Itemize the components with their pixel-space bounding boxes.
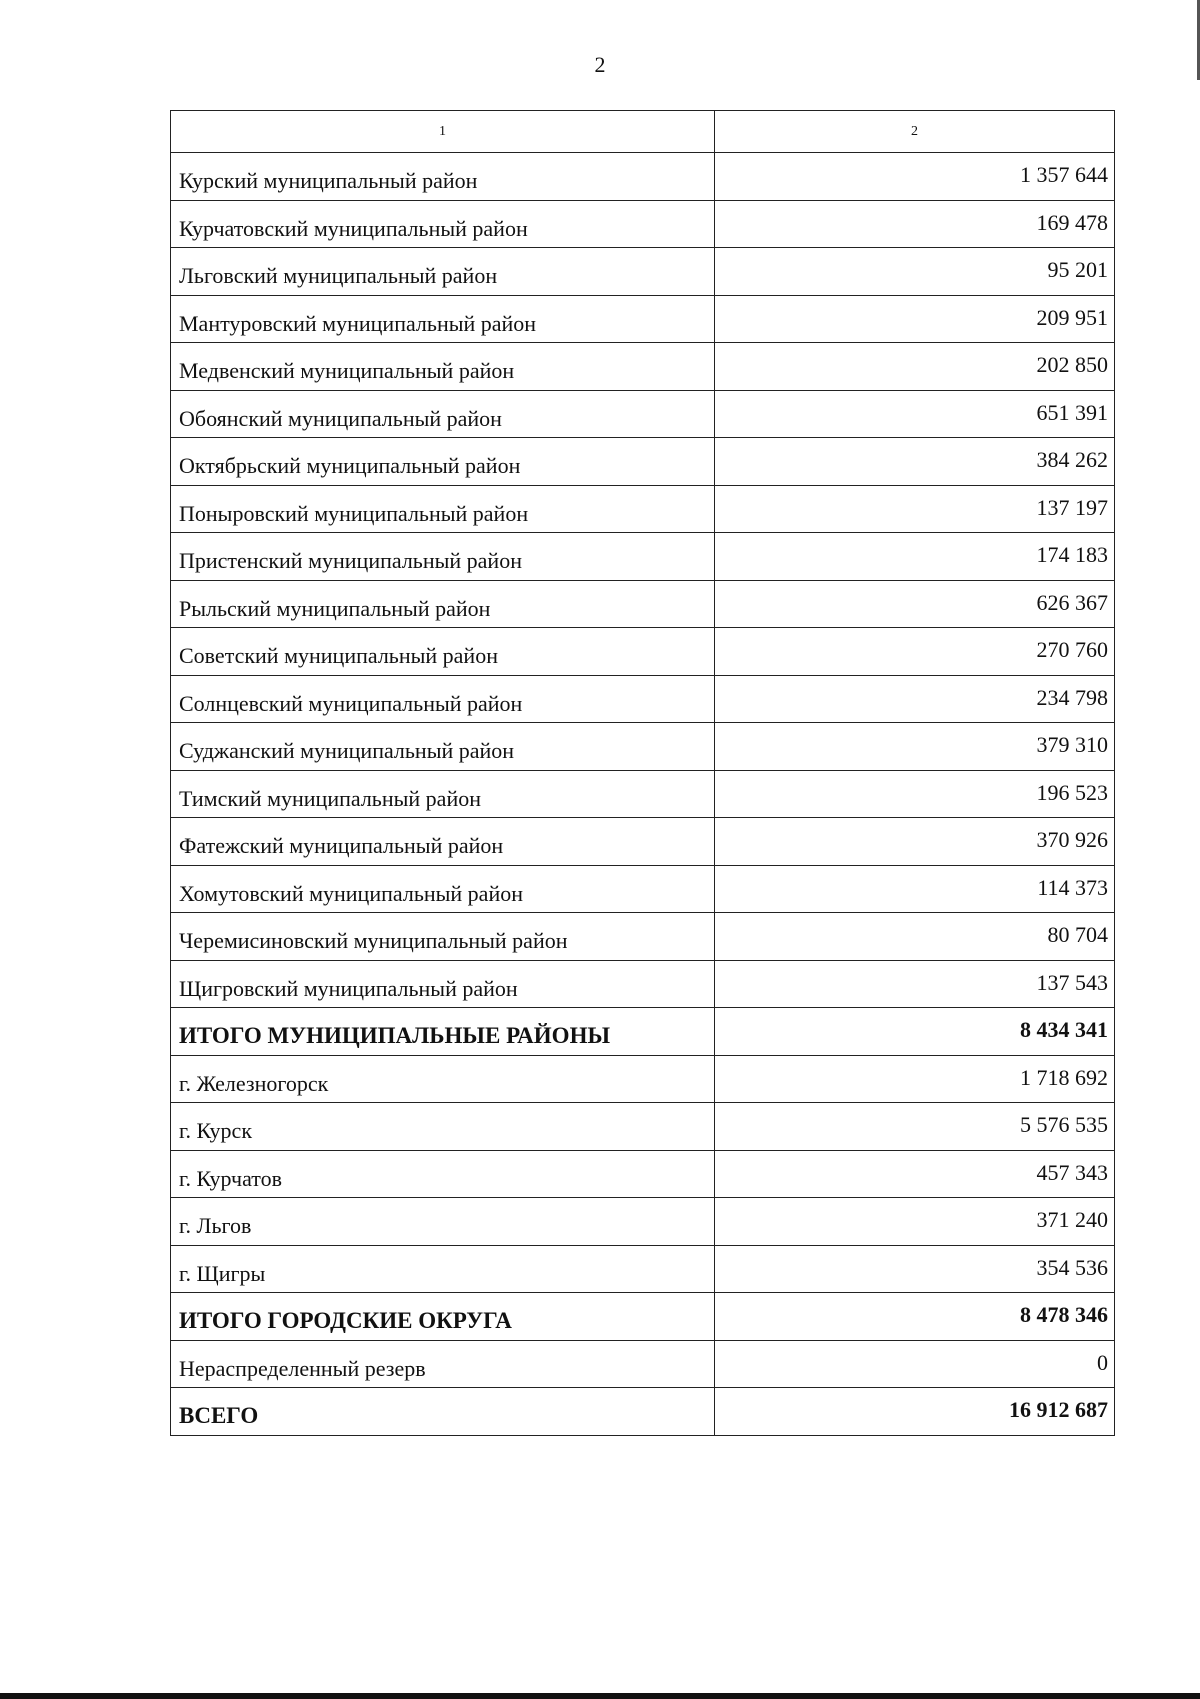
row-value-cell: 5 576 535 [715,1103,1115,1151]
row-name-cell: Солнцевский муниципальный район [171,675,715,723]
table-row [171,628,1115,676]
row-name-cell: Черемисиновский муниципальный район [171,913,715,961]
table-header-row [171,111,1115,153]
table-row [171,580,1115,628]
row-value-cell: 8 478 346 [715,1293,1115,1341]
row-value-cell: 80 704 [715,913,1115,961]
row-name-cell: Курчатовский муниципальный район [171,200,715,248]
allocation-table [170,110,1115,1436]
row-name-cell: Мантуровский муниципальный район [171,295,715,343]
row-name-cell: г. Курск [171,1103,715,1151]
row-value-cell: 169 478 [715,200,1115,248]
row-name-cell: Медвенский муниципальный район [171,343,715,391]
table-row [171,770,1115,818]
row-name-cell: ИТОГО МУНИЦИПАЛЬНЫЕ РАЙОНЫ [171,1008,715,1056]
table-row [171,153,1115,201]
row-name-cell: г. Щигры [171,1245,715,1293]
row-name-cell: Льговский муниципальный район [171,248,715,296]
header-cell-2: 2 [715,111,1115,153]
row-value-cell: 457 343 [715,1150,1115,1198]
row-value-cell: 270 760 [715,628,1115,676]
row-value-cell: 370 926 [715,818,1115,866]
row-value-cell: 384 262 [715,438,1115,486]
table-body [171,111,1115,1436]
table-row [171,1198,1115,1246]
scan-bottom-border [0,1693,1200,1699]
row-value-cell: 137 543 [715,960,1115,1008]
page-number: 2 [594,52,606,77]
row-name-cell: Поныровский муниципальный район [171,485,715,533]
row-value-cell: 234 798 [715,675,1115,723]
table-row [171,675,1115,723]
row-name-cell: Хомутовский муниципальный район [171,865,715,913]
table-row [171,1245,1115,1293]
table-row [171,485,1115,533]
row-value-cell: 114 373 [715,865,1115,913]
row-name-cell: Тимский муниципальный район [171,770,715,818]
row-name-cell: ВСЕГО [171,1388,715,1436]
row-name-cell: Нераспределенный резерв [171,1340,715,1388]
row-value-cell: 651 391 [715,390,1115,438]
header-cell-1: 1 [171,111,715,153]
row-name-cell: Курский муниципальный район [171,153,715,201]
table-row [171,343,1115,391]
row-value-cell: 174 183 [715,533,1115,581]
row-value-cell: 0 [715,1340,1115,1388]
table-row [171,723,1115,771]
row-value-cell: 354 536 [715,1245,1115,1293]
row-value-cell: 8 434 341 [715,1008,1115,1056]
row-name-cell: Советский муниципальный район [171,628,715,676]
row-value-cell: 137 197 [715,485,1115,533]
table-row [171,248,1115,296]
table-total-row [171,1008,1115,1056]
row-value-cell: 371 240 [715,1198,1115,1246]
row-value-cell: 1 718 692 [715,1055,1115,1103]
table-row [171,533,1115,581]
row-name-cell: Рыльский муниципальный район [171,580,715,628]
row-value-cell: 95 201 [715,248,1115,296]
row-name-cell: г. Железногорск [171,1055,715,1103]
table-total-row [171,1293,1115,1341]
row-name-cell: Октябрьский муниципальный район [171,438,715,486]
table-row [171,390,1115,438]
table-row [171,1340,1115,1388]
table-row [171,1150,1115,1198]
row-value-cell: 1 357 644 [715,153,1115,201]
table-row [171,818,1115,866]
row-value-cell: 202 850 [715,343,1115,391]
row-value-cell: 626 367 [715,580,1115,628]
table-row [171,1103,1115,1151]
table-row [171,913,1115,961]
table-row [171,438,1115,486]
row-value-cell: 16 912 687 [715,1388,1115,1436]
row-name-cell: Суджанский муниципальный район [171,723,715,771]
table-row [171,865,1115,913]
row-value-cell: 379 310 [715,723,1115,771]
table-row [171,960,1115,1008]
row-value-cell: 196 523 [715,770,1115,818]
table-total-row [171,1388,1115,1436]
table-row [171,200,1115,248]
row-value-cell: 209 951 [715,295,1115,343]
row-name-cell: Обоянский муниципальный район [171,390,715,438]
row-name-cell: г. Льгов [171,1198,715,1246]
table-row [171,295,1115,343]
row-name-cell: ИТОГО ГОРОДСКИЕ ОКРУГА [171,1293,715,1341]
row-name-cell: Щигровский муниципальный район [171,960,715,1008]
row-name-cell: Пристенский муниципальный район [171,533,715,581]
row-name-cell: Фатежский муниципальный район [171,818,715,866]
table-row [171,1055,1115,1103]
row-name-cell: г. Курчатов [171,1150,715,1198]
